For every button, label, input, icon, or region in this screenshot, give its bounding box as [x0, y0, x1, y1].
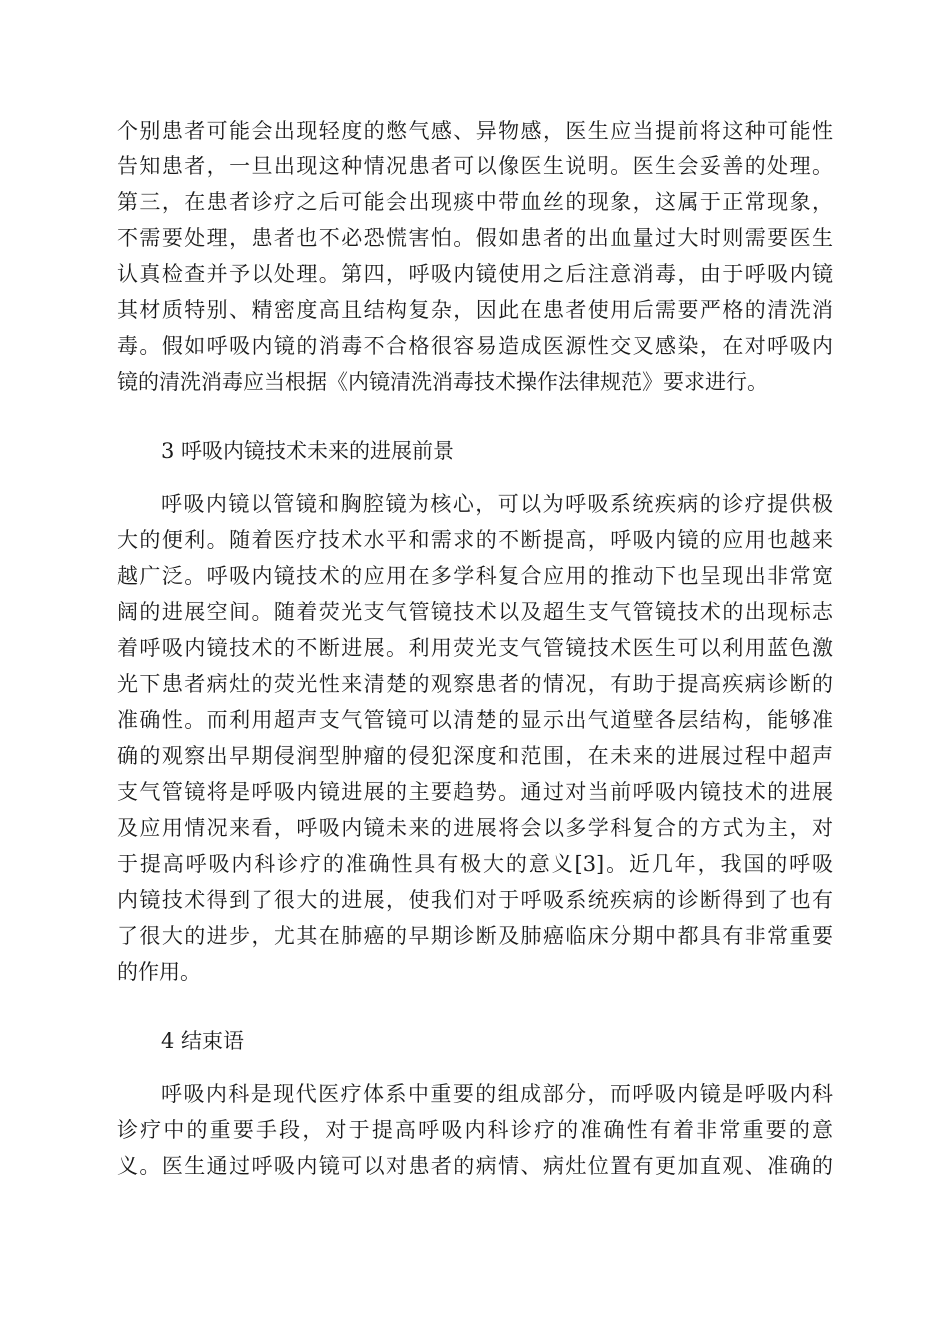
paragraph-line: 毒。假如呼吸内镜的消毒不合格很容易造成医源性交叉感染，在对呼吸内	[117, 334, 833, 358]
paragraph-line: 义。医生通过呼吸内镜可以对患者的病情、病灶位置有更加直观、准确的	[117, 1154, 833, 1178]
paragraph-line: 确的观察出早期侵润型肿瘤的侵犯深度和范围，在未来的进展过程中超声	[117, 744, 833, 768]
paragraph-line: 阔的进展空间。随着荧光支气管镜技术以及超生支气管镜技术的出现标志	[117, 600, 833, 624]
paragraph-line: 呼吸内科是现代医疗体系中重要的组成部分，而呼吸内镜是呼吸内科	[161, 1082, 833, 1106]
paragraph-line: 第三，在患者诊疗之后可能会出现痰中带血丝的现象，这属于正常现象，	[117, 190, 833, 214]
paragraph-line: 呼吸内镜以管镜和胸腔镜为核心，可以为呼吸系统疾病的诊疗提供极	[161, 492, 833, 516]
section-heading: 4 结束语	[161, 1029, 245, 1053]
paragraph-line: 告知患者，一旦出现这种情况患者可以像医生说明。医生会妥善的处理。	[117, 154, 833, 178]
paragraph-line: 着呼吸内镜技术的不断进展。利用荧光支气管镜技术医生可以利用蓝色激	[117, 636, 833, 660]
paragraph-line: 认真检查并予以处理。第四，呼吸内镜使用之后注意消毒，由于呼吸内镜	[117, 262, 833, 286]
paragraph-line: 支气管镜将是呼吸内镜进展的主要趋势。通过对当前呼吸内镜技术的进展	[117, 780, 833, 804]
paragraph-line: 及应用情况来看，呼吸内镜未来的进展将会以多学科复合的方式为主，对	[117, 816, 833, 840]
section-heading: 3 呼吸内镜技术未来的进展前景	[161, 439, 455, 463]
paragraph-line: 越广泛。呼吸内镜技术的应用在多学科复合应用的推动下也呈现出非常宽	[117, 564, 833, 588]
paragraph-line: 的作用。	[117, 960, 201, 984]
paragraph-line: 个别患者可能会出现轻度的憋气感、异物感，医生应当提前将这种可能性	[117, 119, 833, 143]
paragraph-line: 诊疗中的重要手段，对于提高呼吸内科诊疗的准确性有着非常重要的意	[117, 1118, 833, 1142]
paragraph-line: 其材质特别、精密度高且结构复杂，因此在患者使用后需要严格的清洗消	[117, 298, 833, 322]
paragraph-line: 不需要处理，患者也不必恐慌害怕。假如患者的出血量过大时则需要医生	[117, 226, 833, 250]
paragraph-line: 了很大的进步，尤其在肺癌的早期诊断及肺癌临床分期中都具有非常重要	[117, 924, 833, 948]
paragraph-line: 大的便利。随着医疗技术水平和需求的不断提高，呼吸内镜的应用也越来	[117, 528, 833, 552]
paragraph-line: 于提高呼吸内科诊疗的准确性具有极大的意义[3]。近几年，我国的呼吸	[117, 852, 833, 876]
paragraph-line: 光下患者病灶的荧光性来清楚的观察患者的情况，有助于提高疾病诊断的	[117, 672, 833, 696]
paragraph-line: 镜的清洗消毒应当根据《内镜清洗消毒技术操作法律规范》要求进行。	[117, 370, 768, 394]
paragraph-line: 内镜技术得到了很大的进展，使我们对于呼吸系统疾病的诊断得到了也有	[117, 888, 833, 912]
paragraph-line: 准确性。而利用超声支气管镜可以清楚的显示出气道壁各层结构，能够准	[117, 708, 833, 732]
